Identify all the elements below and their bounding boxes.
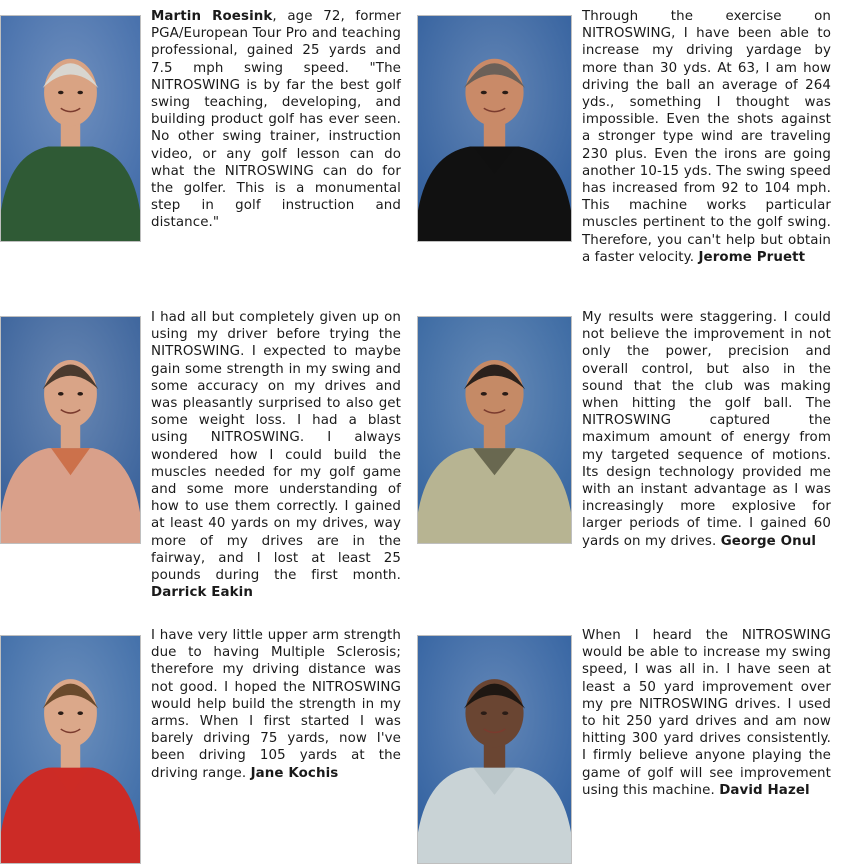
testimonial-author: Martin Roesink [151, 9, 273, 24]
testimonial-photo [0, 635, 141, 864]
testimonial-text [582, 309, 831, 550]
testimonial-text [582, 627, 831, 799]
testimonial-quote: When I heard the NITROSWING would be able to increase my swing speed, I was all in. I have seen at least a 50 yard improvement over my pre NITROSWING drives. I used to hit 250 yard drives and am now hitting 300 yard drives consistently. I firmly believe anyone playing the game of golf will see improvement using this machine. [582, 628, 831, 798]
testimonial-quote: I have very little upper arm strength due to having Multiple Sclerosis; therefore my driving distance was not good. I hoped the NITROSWING would help build the strength in my arms. When I first started I was barely driving 75 yards, now I've been driving 105 yards at the driving range. [151, 628, 401, 781]
testimonial-quote: , age 72, former PGA/European Tour Pro and teaching professional, gained 25 yards and 7.5 mph swing speed. "The NITROSWING is by far the best golf swing teaching, developing, and building product golf has ever seen. No other swing trainer, instruction video, or any golf lesson can do what the NITROSWING can do for the golfer. This is a monumental step in golf instruction and distance." [151, 9, 401, 231]
testimonial-text [151, 309, 401, 601]
testimonial-photo [417, 15, 572, 242]
testimonial-author: Jane Kochis [250, 765, 339, 781]
testimonial-text [151, 627, 401, 782]
testimonial-quote: I had all but completely given up on using my driver before trying the NITROSWING. I expected to maybe gain some strength in my swing and some accuracy on my drives and was pleasantly surprised to also get some weight loss. I had a blast using NITROSWING. I always wondered how I could build the muscles needed for my golf game and some more understanding of how to use them correctly. I gained at least 40 yards on my drives, way more of my drives are in the fairway, and I lost at least 25 pounds during the first month. [151, 310, 401, 584]
testimonial-photo [0, 15, 141, 242]
testimonial-photo [0, 316, 141, 544]
testimonial-text [582, 8, 831, 266]
testimonial-photo [417, 316, 572, 544]
testimonial-author: David Hazel [719, 782, 810, 798]
testimonial-text [151, 8, 401, 232]
testimonial-quote: Through the exercise on NITROSWING, I have been able to increase my driving yardage by more than 30 yds. At 63, I am how driving the ball an average of 264 yds., something I thought was impossible. Even the shots against a stronger type wind are traveling 230 plus. Even the irons are going another 10-15 yds. The swing speed has increased from 92 to 104 mph. This machine works particular muscles pertinent to the golf swing. Therefore, you can't help but obtain a faster velocity. [582, 9, 831, 265]
testimonial-quote: My results were staggering. I could not believe the improvement in not only the power, precision and overall control, but also in the sound that the club was making when hitting the golf ball. The NITROSWING captured the maximum amount of energy from my targeted sequence of motions. Its design technology provided me with an instant advantage as I was increasingly more explosive for larger periods of time. I gained 60 yards on my drives. [582, 310, 831, 549]
testimonial-author: Darrick Eakin [151, 585, 253, 601]
testimonial-author: Jerome Pruett [698, 249, 806, 265]
testimonial-photo [417, 635, 572, 864]
testimonial-author: George Onul [720, 533, 817, 549]
